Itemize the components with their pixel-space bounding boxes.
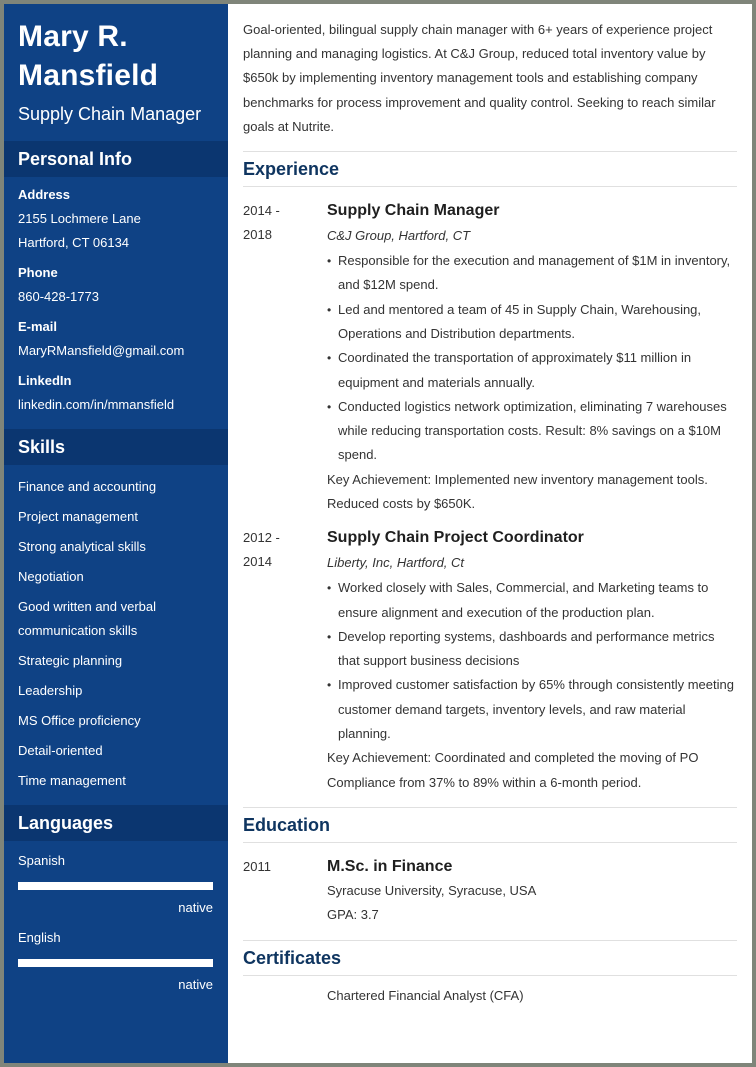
skill-item: Negotiation xyxy=(18,569,84,584)
entry-body xyxy=(327,855,737,928)
entry-body xyxy=(327,526,737,795)
phone-label: Phone xyxy=(18,265,58,280)
entry-date xyxy=(243,526,327,795)
linkedin-value[interactable]: linkedin.com/in/mmansfield xyxy=(18,397,175,412)
degree: M.Sc. in Finance xyxy=(327,857,453,875)
list-item: • Responsible for the execution and management of $1M in inventory, and $12M spend. xyxy=(327,249,737,298)
skill-item: Strategic planning xyxy=(18,653,123,668)
certificates-heading: Certificates xyxy=(243,940,737,976)
skill-item: MS Office proficiency xyxy=(18,713,141,728)
list-item: • Conducted logistics network optimization, eliminating 7 warehouses while reducing transportation costs. Result: 8% savings on a $10M spend. xyxy=(327,395,737,468)
personal-info-heading: Personal Info xyxy=(4,141,228,177)
education-heading: Education xyxy=(243,807,737,843)
responsibilities-list xyxy=(327,576,737,746)
key-achievement: Key Achievement: Implemented new inventory management tools. Reduced costs by $650K. xyxy=(327,471,708,511)
date-start: 2014 - xyxy=(243,203,280,219)
job-title: Supply Chain Manager xyxy=(18,104,202,124)
list-item: • Led and mentored a team of 45 in Supply Chain, Warehousing, Operations and Distribution departments. xyxy=(327,298,737,347)
email-label: E-mail xyxy=(18,319,58,334)
address-line-2: Hartford, CT 06134 xyxy=(18,235,130,250)
experience-heading: Experience xyxy=(243,151,737,187)
language-proficiency-bar xyxy=(18,959,213,967)
language-proficiency-fill xyxy=(18,959,213,967)
skill-item: Time management xyxy=(18,773,126,788)
entry-date xyxy=(243,199,327,516)
skill-item: Finance and accounting xyxy=(18,479,157,494)
candidate-name xyxy=(4,4,228,95)
main-content xyxy=(228,4,752,1063)
address-line-1: 2155 Lochmere Lane xyxy=(18,211,141,226)
name-line-1: Mary R. xyxy=(18,20,128,53)
company: Liberty, Inc, Hartford, Ct xyxy=(327,555,465,571)
language-level: native xyxy=(178,977,213,992)
entry-body xyxy=(327,199,737,516)
school: Syracuse University, Syracuse, USA xyxy=(327,882,537,898)
entry-date: 2011 xyxy=(243,858,271,874)
skill-item: Project management xyxy=(18,509,138,524)
date-start: 2012 - xyxy=(243,530,280,546)
list-item: • Develop reporting systems, dashboards and performance metrics that support business decisions xyxy=(327,625,737,674)
education-entry xyxy=(243,855,737,928)
email-value[interactable]: MaryRMansfield@gmail.com xyxy=(18,343,185,358)
list-item: • Improved customer satisfaction by 65% through consistently meeting customer demand targets, inventory levels, and raw material planning. xyxy=(327,673,737,746)
skill-item: Leadership xyxy=(18,683,83,698)
skill-item: Strong analytical skills xyxy=(18,539,146,554)
linkedin-label: LinkedIn xyxy=(18,373,72,388)
job-title: Supply Chain Manager xyxy=(327,202,500,220)
language-proficiency-fill xyxy=(18,882,213,890)
list-item: • Coordinated the transportation of approximately $11 million in equipment and materials annually. xyxy=(327,346,737,395)
name-line-2: Mansfield xyxy=(18,59,159,92)
skill-item: Good written and verbal communication skills xyxy=(18,599,157,638)
gpa: GPA: 3.7 xyxy=(327,907,379,923)
address-label: Address xyxy=(18,187,71,202)
profile-summary: Goal-oriented, bilingual supply chain manager with 6+ years of experience project planning and managing logistics. At C&J Group, reduced total inventory value by $650k by implementing inventory management tools and establishing company benchmarks for process improvement and quality control. Seeking to reach similar goals at Nutrite. xyxy=(243,22,716,134)
experience-entry xyxy=(243,526,737,795)
sidebar xyxy=(4,4,228,1063)
experience-entry xyxy=(243,199,737,516)
list-item: • Worked closely with Sales, Commercial, and Marketing teams to ensure alignment and execution of the production plan. xyxy=(327,576,737,625)
resume-page xyxy=(4,4,752,1063)
languages-heading: Languages xyxy=(4,805,228,841)
skill-item: Detail-oriented xyxy=(18,743,103,758)
job-title: Supply Chain Project Coordinator xyxy=(327,529,584,547)
key-achievement: Key Achievement: Coordinated and completed the moving of PO Compliance from 37% to 89% within a 6-month period. xyxy=(327,750,699,790)
skills-heading: Skills xyxy=(4,429,228,465)
date-end: 2014 xyxy=(243,554,272,570)
company: C&J Group, Hartford, CT xyxy=(327,228,471,244)
responsibilities-list xyxy=(327,249,737,468)
date-end: 2018 xyxy=(243,227,272,243)
language-level: native xyxy=(178,900,213,915)
certificate-item: Chartered Financial Analyst (CFA) xyxy=(327,987,524,1003)
language-name: English xyxy=(18,930,61,945)
language-proficiency-bar xyxy=(18,882,213,890)
language-name: Spanish xyxy=(18,853,65,868)
phone-value: 860-428-1773 xyxy=(18,289,99,304)
